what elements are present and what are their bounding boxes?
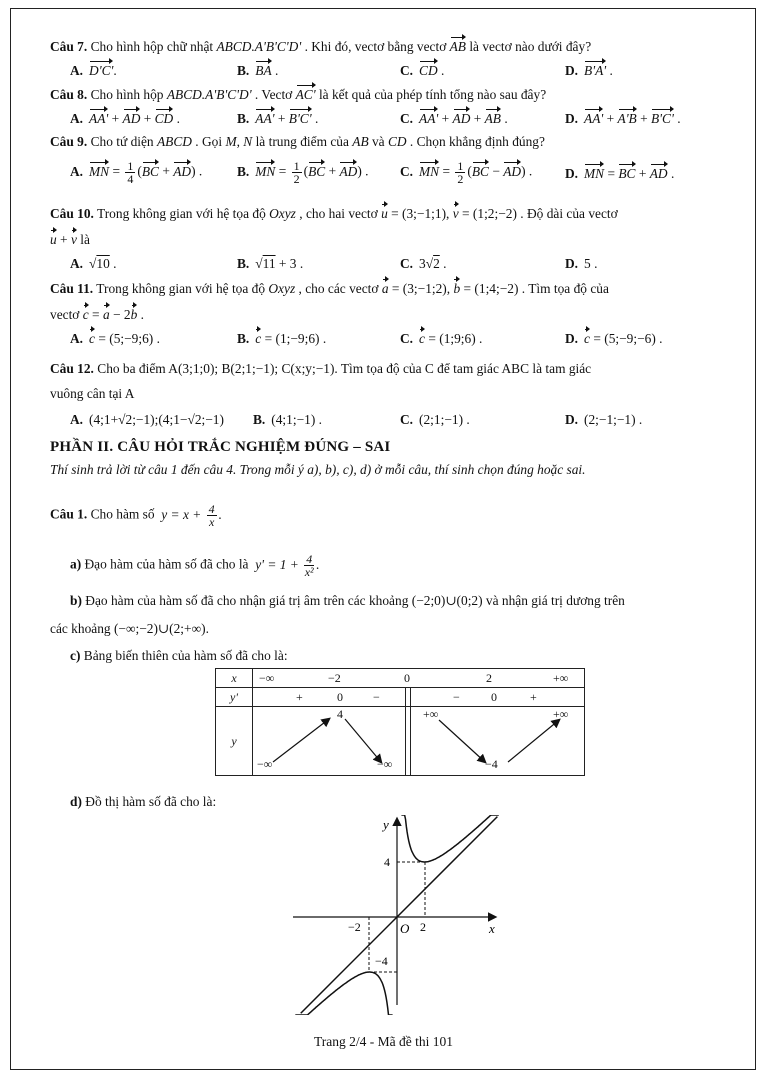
graph-origin: O bbox=[400, 921, 410, 936]
graph-label-minus4: −4 bbox=[375, 954, 388, 968]
q10-option-b[interactable]: B. √11 + 3 . bbox=[237, 256, 304, 271]
q10-option-d[interactable]: D. 5 . bbox=[565, 256, 598, 271]
p2q1-text: Cho hàm số bbox=[90, 506, 155, 522]
question-10 bbox=[50, 205, 739, 223]
q8-label: Câu 8. bbox=[50, 87, 88, 102]
q11-text-1: Trong không gian với hệ tọa độ Oxyz , cho các vectơ a = (3;−1;2), b = (1;4;−2) . Tìm tọa độ của bbox=[96, 281, 609, 296]
q12-label: Câu 12. bbox=[50, 361, 94, 376]
q9-label: Câu 9. bbox=[50, 134, 88, 149]
q12-text-1: Cho ba điểm A(3;1;0); B(2;1;−1); C(x;y;−1). Tìm tọa độ của C để tam giác ABC là tam giác bbox=[97, 361, 592, 376]
q11-option-b[interactable]: B. c = (1;−9;6) . bbox=[237, 331, 327, 346]
q8-text: Cho hình hộp ABCD.A'B'C'D' . Vectơ AC' là kết quả của phép tính tổng nào sau đây? bbox=[90, 87, 547, 102]
table-yp-row: + 0 − − 0 + bbox=[253, 688, 585, 707]
q12-option-d[interactable]: D. (2;−1;−1) . bbox=[565, 412, 643, 427]
q10-text-1: Trong không gian với hệ tọa độ Oxyz , cho hai vectơ u = (3;−1;1), v = (1;2;−2) . Độ dài của vectơ bbox=[97, 206, 618, 221]
q10-label: Câu 10. bbox=[50, 206, 94, 221]
question-12 bbox=[50, 360, 739, 378]
part2-heading: PHẦN II. CÂU HỎI TRẮC NGHIỆM ĐÚNG – SAI bbox=[50, 439, 391, 455]
function-graph bbox=[285, 815, 525, 1015]
q9-option-b[interactable]: B. MN = $\frac{1}{2}$ (BC + AD) . bbox=[237, 159, 369, 186]
table-x-row: −∞ −2 0 2 +∞ bbox=[253, 669, 585, 688]
q8-option-a[interactable]: A. AA' + AD + CD . bbox=[70, 111, 180, 126]
variation-table bbox=[215, 668, 585, 776]
q7-option-b[interactable]: B. BA . bbox=[237, 63, 279, 78]
table-yp-label: y' bbox=[216, 688, 253, 707]
curve-left-branch bbox=[295, 972, 392, 1015]
q12-option-a[interactable]: A. (4;1+√2;−1);(4;1−√2;−1) bbox=[70, 412, 224, 427]
table-x-label: x bbox=[216, 669, 253, 688]
q10-option-a[interactable]: A. √10 . bbox=[70, 256, 117, 271]
question-8 bbox=[50, 86, 739, 104]
q9-option-d[interactable]: D. MN = BC + AD . bbox=[565, 166, 675, 181]
p2q1-b: b) Đạo hàm của hàm số đã cho nhận giá trị âm trên các khoảng (−2;0)∪(0;2) và nhận giá trị dương trên bbox=[70, 593, 625, 608]
q9-option-c[interactable]: C. MN = $\frac{1}{2}$ (BC − AD) . bbox=[400, 159, 533, 186]
question-11 bbox=[50, 280, 739, 298]
question-7 bbox=[50, 38, 739, 56]
graph-label-4: 4 bbox=[384, 855, 390, 869]
p2q1-c: c) Bảng biến thiên của hàm số đã cho là: bbox=[70, 648, 288, 663]
q11-label: Câu 11. bbox=[50, 281, 94, 296]
question-9 bbox=[50, 133, 739, 151]
curve-right-branch bbox=[401, 815, 498, 862]
q10-text-2: u + v là bbox=[50, 232, 90, 247]
q10-option-c[interactable]: C. 3√2 . bbox=[400, 256, 447, 271]
graph-y-label: y bbox=[383, 817, 389, 832]
p2q1-b-cont: các khoảng (−∞;−2)∪(2;+∞). bbox=[50, 621, 209, 636]
part2-instruction: Thí sinh trả lời từ câu 1 đến câu 4. Trong mỗi ý a), b), c), d) ở mỗi câu, thí sinh chọn đúng hoặc sai. bbox=[50, 462, 586, 477]
q11-option-c[interactable]: C. c = (1;9;6) . bbox=[400, 331, 483, 346]
p2q1-function: y = x + $\frac{4}{x}$ . bbox=[157, 502, 222, 529]
graph-label-minus2: −2 bbox=[348, 920, 361, 934]
q11-text-2: vectơ c = a − 2b . bbox=[50, 307, 144, 322]
q12-text-2: vuông cân tại A bbox=[50, 386, 135, 401]
q7-option-a[interactable]: A. D'C'. bbox=[70, 63, 117, 78]
graph-label-2: 2 bbox=[420, 920, 426, 934]
p2q1-label: Câu 1. bbox=[50, 506, 88, 522]
q7-label: Câu 7. bbox=[50, 39, 88, 54]
q8-option-d[interactable]: D. AA' + A'B + B'C' . bbox=[565, 111, 681, 126]
q9-option-a[interactable]: A. MN = $\frac{1}{4}$ (BC + AD) . bbox=[70, 159, 203, 186]
q12-option-c[interactable]: C. (2;1;−1) . bbox=[400, 412, 470, 427]
q11-option-a[interactable]: A. c = (5;−9;6) . bbox=[70, 331, 160, 346]
p2-question-1 bbox=[50, 503, 739, 528]
variation-arrows bbox=[253, 707, 587, 775]
q7-option-c[interactable]: C. CD . bbox=[400, 63, 445, 78]
q7-option-d[interactable]: D. B'A' . bbox=[565, 63, 613, 78]
q12-option-b[interactable]: B. (4;1;−1) . bbox=[253, 412, 322, 427]
q8-option-c[interactable]: C. AA' + AD + AB . bbox=[400, 111, 508, 126]
p2q1-a: a) Đạo hàm của hàm số đã cho là y' = 1 + $\frac{4}{\text{x²}}$ . bbox=[70, 552, 320, 579]
q9-text: Cho tứ diện ABCD . Gọi M, N là trung điểm của AB và CD . Chọn khẳng định đúng? bbox=[90, 134, 545, 149]
q7-text: Cho hình hộp chữ nhật ABCD.A'B'C'D' . Khi đó, vectơ bằng vectơ AB là vectơ nào dưới đây? bbox=[90, 39, 592, 54]
page-footer: Trang 2/4 - Mã đề thi 101 bbox=[314, 1034, 453, 1049]
graph-x-label: x bbox=[489, 921, 495, 936]
q8-option-b[interactable]: B. AA' + B'C' . bbox=[237, 111, 319, 126]
q11-option-d[interactable]: D. c = (5;−9;−6) . bbox=[565, 331, 663, 346]
table-y-label: y bbox=[216, 707, 253, 776]
table-y-row: 4 −∞ −∞ +∞ −4 +∞ bbox=[253, 707, 585, 776]
oblique-asymptote bbox=[301, 817, 498, 1014]
p2q1-d: d) Đồ thị hàm số đã cho là: bbox=[70, 794, 217, 809]
